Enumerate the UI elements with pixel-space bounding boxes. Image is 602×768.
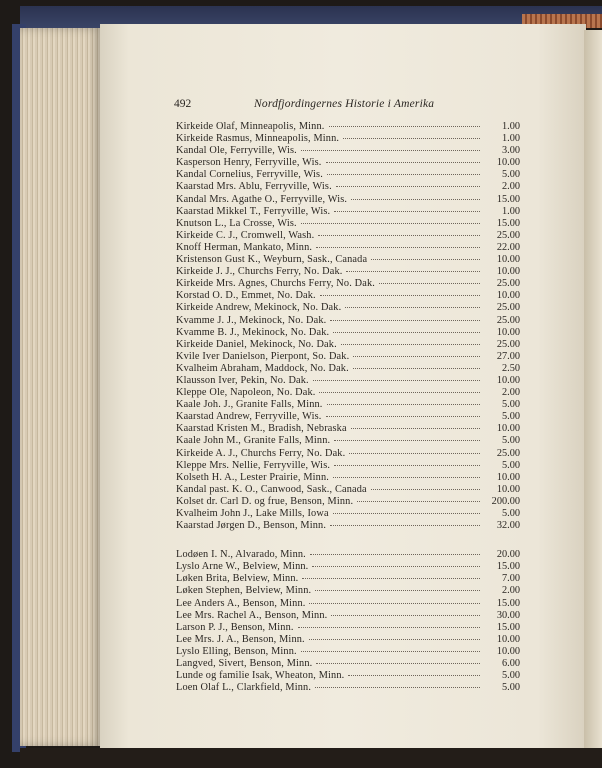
- list-item: [176, 460, 520, 472]
- donor-name: Kolseth H. A., Lester Prairie, Minn.: [176, 471, 329, 483]
- dot-leader: [320, 295, 480, 296]
- dot-leader: [316, 663, 480, 664]
- donor-name: Larson P. J., Benson, Minn.: [176, 621, 294, 633]
- donor-name: Kvalheim Abraham, Maddock, No. Dak.: [176, 362, 349, 374]
- list-item: [176, 181, 520, 193]
- dot-leader: [326, 416, 480, 417]
- list-item: [176, 290, 520, 302]
- dot-leader: [371, 259, 480, 260]
- dot-leader: [353, 368, 480, 369]
- dot-leader: [334, 440, 480, 441]
- donor-name: Kandal Ole, Ferryville, Wis.: [176, 145, 297, 157]
- donation-amount: 22.00: [496, 241, 520, 253]
- donation-amount: 10.00: [496, 266, 520, 278]
- dot-leader: [371, 489, 480, 490]
- list-item: [176, 133, 520, 145]
- list-item: [176, 375, 520, 387]
- donor-name: Lunde og familie Isak, Wheaton, Minn.: [176, 670, 345, 682]
- donation-amount: 2.00: [501, 181, 520, 193]
- donation-amount: 15.00: [496, 217, 520, 229]
- dot-leader: [312, 566, 480, 567]
- donor-name: Kirkeide C. J., Cromwell, Wash.: [176, 229, 315, 241]
- dot-leader: [379, 283, 480, 284]
- list-item: [176, 254, 520, 266]
- list-item: [176, 622, 520, 634]
- donation-amount: 20.00: [496, 549, 520, 561]
- donation-amount: 27.00: [496, 350, 520, 362]
- donation-amount: 25.00: [496, 302, 520, 314]
- donor-name: Kaale Joh. J., Granite Falls, Minn.: [176, 399, 323, 411]
- book-bottom-shadow: [20, 748, 602, 768]
- page-number: 492: [174, 98, 192, 110]
- dot-leader: [316, 247, 480, 248]
- list-item: [176, 508, 520, 520]
- list-item: [176, 194, 520, 206]
- donor-name: Kvalheim John J., Lake Mills, Iowa: [176, 508, 329, 519]
- donor-list: [176, 121, 520, 694]
- donation-amount: 3.00: [501, 145, 520, 157]
- list-item: [176, 520, 520, 532]
- donor-name: Langved, Sivert, Benson, Minn.: [176, 658, 313, 670]
- donor-name: Kirkeide Daniel, Mekinock, No. Dak.: [176, 338, 337, 350]
- dot-leader: [348, 675, 480, 676]
- donor-name: Løken Stephen, Belview, Minn.: [176, 585, 312, 597]
- page-edges: [20, 28, 102, 746]
- donation-amount: 1.00: [501, 205, 520, 217]
- donation-amount: 5.00: [501, 682, 520, 694]
- list-item: [176, 218, 520, 230]
- donor-name: Kirkeide J. J., Churchs Ferry, No. Dak.: [176, 266, 343, 278]
- donation-amount: 1.00: [501, 133, 520, 145]
- donation-amount: 15.00: [496, 597, 520, 609]
- donor-name: Kvamme J. J., Mekinock, No. Dak.: [176, 314, 327, 326]
- list-item: [176, 670, 520, 682]
- donation-amount: 200.00: [491, 495, 520, 507]
- donation-amount: 25.00: [496, 447, 520, 459]
- page-header: [174, 98, 519, 112]
- list-item: [176, 339, 520, 351]
- donor-name: Kirkeide Andrew, Mekinock, No. Dak.: [176, 302, 342, 314]
- list-item: [176, 435, 520, 447]
- dot-leader: [330, 525, 480, 526]
- donation-amount: 10.00: [496, 326, 520, 338]
- donation-amount: 15.00: [496, 561, 520, 573]
- donation-amount: 2.00: [501, 585, 520, 597]
- donation-amount: 1.00: [501, 121, 520, 132]
- list-item: [176, 278, 520, 290]
- donation-amount: 10.00: [496, 471, 520, 483]
- dot-leader: [351, 199, 480, 200]
- donor-name: Lyslo Elling, Benson, Minn.: [176, 645, 297, 657]
- donor-name: Kandal Cornelius, Ferryville, Wis.: [176, 169, 323, 181]
- list-item: [176, 351, 520, 363]
- donor-name: Lee Mrs. Rachel A., Benson, Minn.: [176, 609, 328, 621]
- dot-leader: [334, 465, 480, 466]
- donor-name: Kandal past. K. O., Canwood, Sask., Canada: [176, 483, 367, 495]
- donor-name: Kolset dr. Carl D. og frue, Benson, Minn.: [176, 495, 354, 507]
- donor-name: Kandal Mrs. Agathe O., Ferryville, Wis.: [176, 193, 348, 205]
- dot-leader: [349, 453, 480, 454]
- donation-amount: 6.00: [501, 658, 520, 670]
- list-item: [176, 585, 520, 597]
- dot-leader: [313, 380, 480, 381]
- running-title: Nordfjordingernes Historie i Amerika: [254, 98, 435, 110]
- donor-name: Knutson L., La Crosse, Wis.: [176, 217, 297, 229]
- list-item: [176, 634, 520, 646]
- donation-amount: 25.00: [496, 278, 520, 290]
- donor-name: Kaarstad Mikkel T., Ferryville, Wis.: [176, 205, 331, 217]
- dot-leader: [336, 186, 480, 187]
- donor-name: Kvile Iver Danielson, Pierpont, So. Dak.: [176, 350, 350, 362]
- donation-amount: 10.00: [496, 633, 520, 645]
- donation-amount: 25.00: [496, 338, 520, 350]
- donation-amount: 5.00: [501, 508, 520, 519]
- donor-name: Lee Anders A., Benson, Minn.: [176, 597, 306, 609]
- list-item: [176, 242, 520, 254]
- list-item: [176, 399, 520, 411]
- dot-leader: [301, 651, 480, 652]
- donation-amount: 5.00: [501, 169, 520, 181]
- dot-leader: [357, 501, 480, 502]
- list-item: [176, 549, 520, 561]
- donation-amount: 32.00: [496, 520, 520, 532]
- list-item: [176, 387, 520, 399]
- dot-leader: [301, 223, 480, 224]
- donor-name: Kristenson Gust K., Weyburn, Sask., Canada: [176, 254, 368, 266]
- list-item: [176, 302, 520, 314]
- list-item: [176, 411, 520, 423]
- donor-name: Kirkeide Rasmus, Minneapolis, Minn.: [176, 133, 340, 145]
- donor-name: Loen Olaf L., Clarkfield, Minn.: [176, 682, 312, 694]
- list-item: [176, 472, 520, 484]
- donation-amount: 10.00: [496, 254, 520, 266]
- facing-page-edge: [584, 30, 602, 750]
- donor-name: Kaale John M., Granite Falls, Minn.: [176, 435, 331, 447]
- donor-name: Kaarstad Jørgen D., Benson, Minn.: [176, 520, 327, 532]
- dot-leader: [327, 174, 480, 175]
- list-item: [176, 448, 520, 460]
- dot-leader: [330, 320, 480, 321]
- dot-leader: [309, 603, 480, 604]
- list-item: [176, 423, 520, 435]
- donation-amount: 10.00: [496, 374, 520, 386]
- list-item: [176, 573, 520, 585]
- dot-leader: [334, 211, 480, 212]
- list-item: [176, 682, 520, 694]
- donation-amount: 5.00: [501, 435, 520, 447]
- dot-leader: [351, 428, 480, 429]
- list-item: [176, 315, 520, 327]
- list-item: [176, 610, 520, 622]
- donation-amount: 7.00: [501, 573, 520, 585]
- dot-leader: [331, 615, 480, 616]
- donation-amount: 10.00: [496, 157, 520, 169]
- donor-name: Klausson Iver, Pekin, No. Dak.: [176, 374, 309, 386]
- donor-name: Lee Mrs. J. A., Benson, Minn.: [176, 633, 305, 645]
- donor-name: Knoff Herman, Mankato, Minn.: [176, 241, 313, 253]
- donation-amount: 10.00: [496, 290, 520, 302]
- dot-leader: [318, 235, 480, 236]
- dot-leader: [315, 687, 480, 688]
- dot-leader: [310, 554, 480, 555]
- donation-amount: 25.00: [496, 314, 520, 326]
- dot-leader: [302, 578, 480, 579]
- donor-name: Korstad O. D., Emmet, No. Dak.: [176, 290, 316, 302]
- list-item: [176, 145, 520, 157]
- donor-name: Kirkeide A. J., Churchs Ferry, No. Dak.: [176, 447, 346, 459]
- dot-leader: [319, 392, 480, 393]
- donation-amount: 10.00: [496, 483, 520, 495]
- donor-name: Kvamme B. J., Mekinock, No. Dak.: [176, 326, 330, 338]
- donation-amount: 10.00: [496, 423, 520, 435]
- donor-name: Kleppe Ole, Napoleon, No. Dak.: [176, 387, 316, 399]
- list-item: [176, 230, 520, 242]
- dot-leader: [343, 138, 480, 139]
- list-item: [176, 266, 520, 278]
- donor-name: Lodøen I. N., Alvarado, Minn.: [176, 549, 306, 561]
- donation-amount: 5.00: [501, 670, 520, 682]
- list-item: [176, 658, 520, 670]
- donation-amount: 2.50: [501, 362, 520, 374]
- dot-leader: [327, 404, 480, 405]
- list-item: [176, 646, 520, 658]
- list-item: [176, 496, 520, 508]
- dot-leader: [333, 477, 480, 478]
- dot-leader: [298, 627, 480, 628]
- donation-amount: 5.00: [501, 399, 520, 411]
- donation-amount: 5.00: [501, 411, 520, 423]
- dot-leader: [353, 356, 480, 357]
- list-item: [176, 561, 520, 573]
- donation-amount: 10.00: [496, 645, 520, 657]
- dot-leader: [333, 332, 480, 333]
- list-item: [176, 157, 520, 169]
- donor-name: Kirkeide Mrs. Agnes, Churchs Ferry, No. Dak.: [176, 278, 375, 290]
- dot-leader: [345, 307, 480, 308]
- dot-leader: [301, 150, 480, 151]
- list-item: [176, 484, 520, 496]
- dot-leader: [333, 513, 480, 514]
- list-item: [176, 363, 520, 375]
- donation-amount: 25.00: [496, 229, 520, 241]
- donor-name: Lyslo Arne W., Belview, Minn.: [176, 561, 309, 573]
- dot-leader: [309, 639, 480, 640]
- dot-leader: [341, 344, 480, 345]
- donor-name: Kirkeide Olaf, Minneapolis, Minn.: [176, 121, 325, 132]
- donor-name: Kaarstad Kristen M., Bradish, Nebraska: [176, 423, 347, 435]
- dot-leader: [346, 271, 480, 272]
- list-item: [176, 206, 520, 218]
- dot-leader: [326, 162, 480, 163]
- donor-name: Kasperson Henry, Ferryville, Wis.: [176, 157, 322, 169]
- donation-amount: 2.00: [501, 387, 520, 399]
- list-item: [176, 598, 520, 610]
- donor-name: Kleppe Mrs. Nellie, Ferryville, Wis.: [176, 459, 331, 471]
- list-item: [176, 327, 520, 339]
- donation-amount: 15.00: [496, 193, 520, 205]
- dot-leader: [315, 590, 480, 591]
- dot-leader: [329, 126, 480, 127]
- donation-amount: 15.00: [496, 621, 520, 633]
- donation-amount: 30.00: [496, 609, 520, 621]
- list-item: [176, 121, 520, 133]
- donor-name: Kaarstad Mrs. Ablu, Ferryville, Wis.: [176, 181, 332, 193]
- donor-name: Kaarstad Andrew, Ferryville, Wis.: [176, 411, 322, 423]
- list-item: [176, 169, 520, 181]
- donor-name: Løken Brita, Belview, Minn.: [176, 573, 299, 585]
- donation-amount: 5.00: [501, 459, 520, 471]
